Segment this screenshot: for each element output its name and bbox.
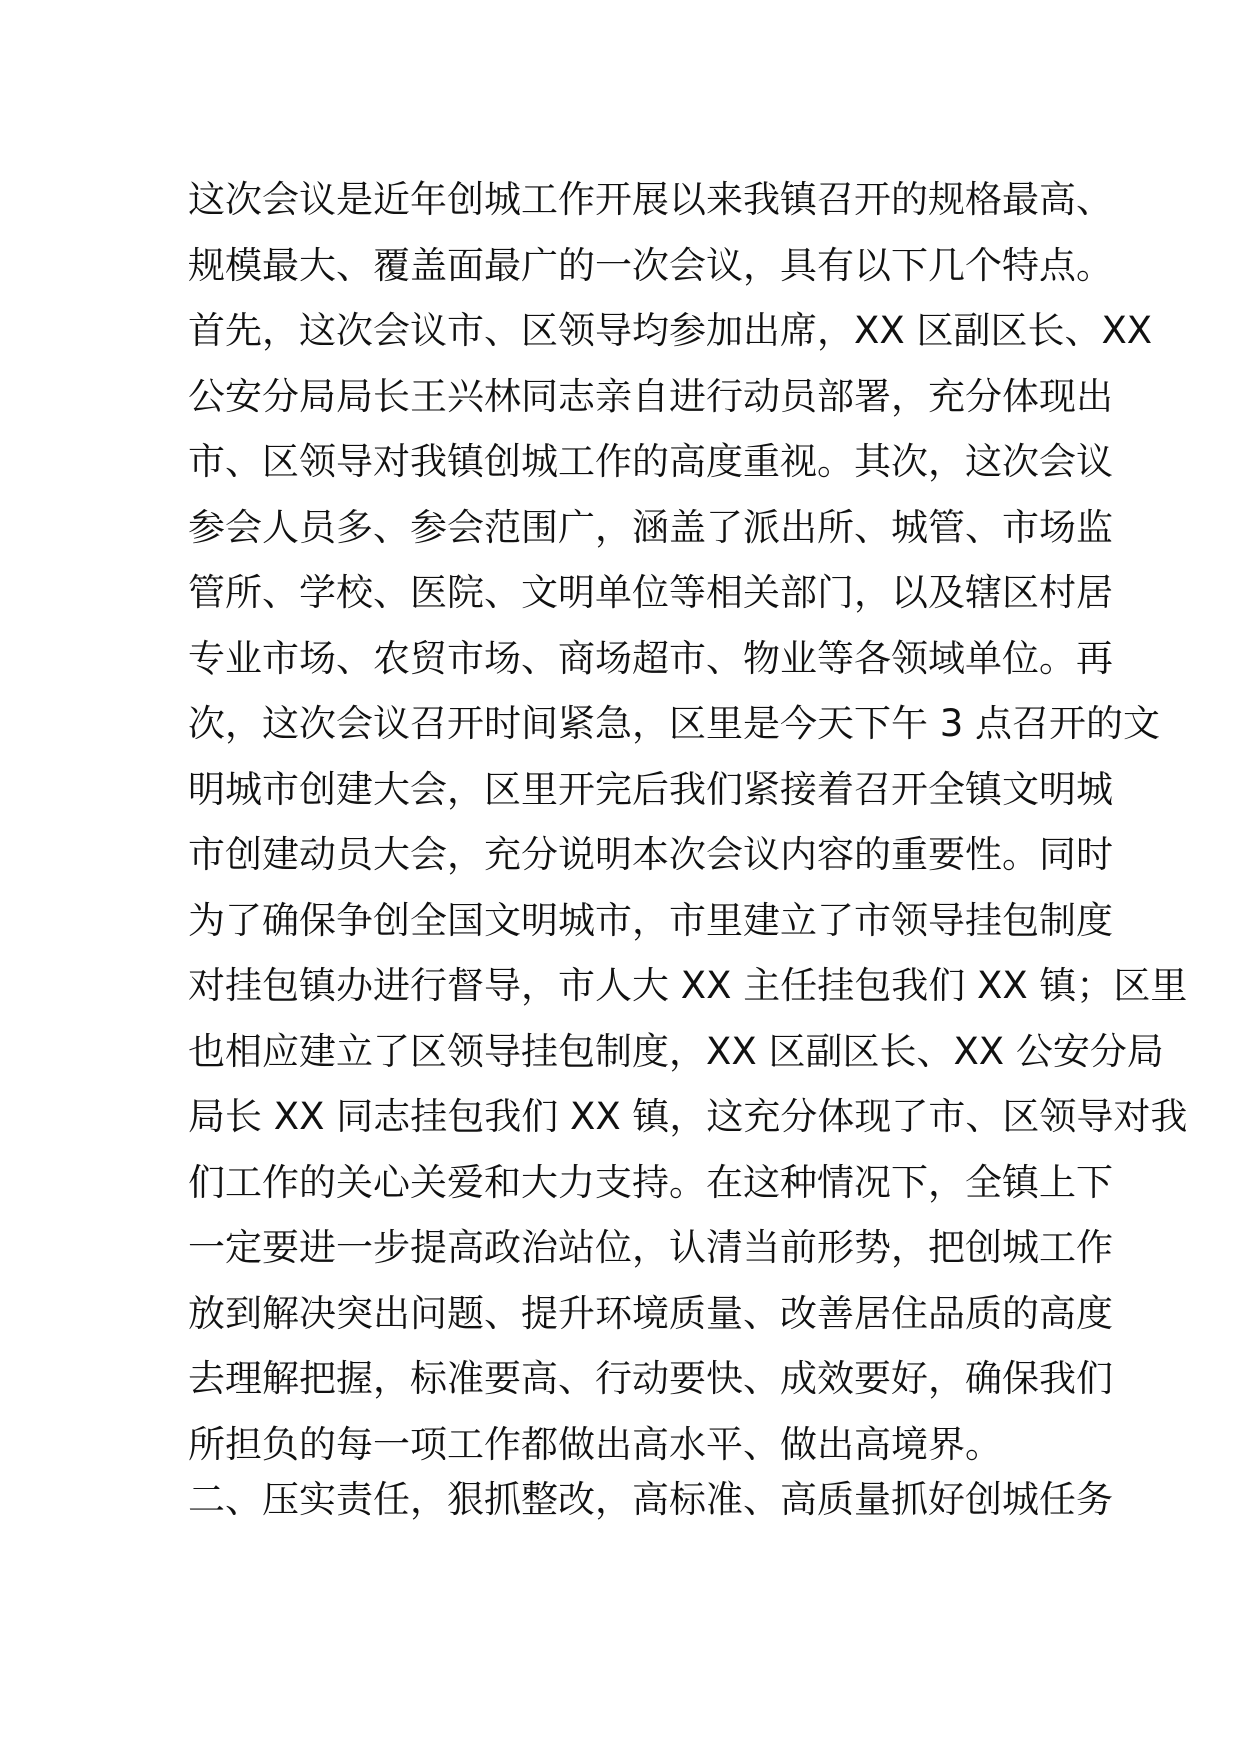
paragraph-line: 专业市场、农贸市场、商场超市、物业等各领域单位。再	[188, 636, 1113, 680]
paragraph-line: 所担负的每一项工作都做出高水平、做出高境界。	[188, 1422, 1002, 1466]
paragraph-line: 为了确保争创全国文明城市，市里建立了市领导挂包制度	[188, 898, 1113, 942]
section-heading: 二、压实责任，狠抓整改，高标准、高质量抓好创城任务	[188, 1478, 1113, 1521]
paragraph-line: 一定要进一步提高政治站位，认清当前形势，把创城工作	[188, 1226, 1113, 1269]
paragraph-line: 规模最大、覆盖面最广的一次会议，具有以下几个特点。	[188, 243, 1113, 287]
paragraph-line: 局长 XX 同志挂包我们 XX 镇，这充分体现了市、区领导对我	[188, 1095, 1188, 1138]
paragraph-line: 们工作的关心关爱和大力支持。在这种情况下，全镇上下	[188, 1160, 1113, 1204]
paragraph-line: 也相应建立了区领导挂包制度，XX 区副区长、XX 公安分局	[188, 1029, 1164, 1073]
paragraph-line: 参会人员多、参会范围广，涵盖了派出所、城管、市场监	[188, 505, 1113, 549]
paragraph-line: 管所、学校、医院、文明单位等相关部门，以及辖区村居	[188, 571, 1113, 614]
paragraph-line: 市创建动员大会，充分说明本次会议内容的重要性。同时	[188, 833, 1113, 876]
paragraph-line: 明城市创建大会，区里开完后我们紧接着召开全镇文明城	[188, 767, 1113, 811]
paragraph-line: 这次会议是近年创城工作开展以来我镇召开的规格最高、	[188, 178, 1113, 221]
paragraph-line: 首先，这次会议市、区领导均参加出席，XX 区副区长、XX	[188, 309, 1153, 352]
paragraph-line: 次，这次会议召开时间紧急，区里是今天下午 3 点召开的文	[188, 702, 1161, 745]
paragraph-line: 对挂包镇办进行督导，市人大 XX 主任挂包我们 XX 镇；区里	[188, 964, 1188, 1007]
body-paragraph	[188, 167, 1188, 1477]
paragraph-line: 公安分局局长王兴林同志亲自进行动员部署，充分体现出	[188, 374, 1113, 418]
paragraph-line: 放到解决突出问题、提升环境质量、改善居住品质的高度	[188, 1291, 1113, 1335]
paragraph-line: 市、区领导对我镇创城工作的高度重视。其次，这次会议	[188, 440, 1113, 483]
paragraph-line: 去理解把握，标准要高、行动要快、成效要好，确保我们	[188, 1357, 1113, 1400]
